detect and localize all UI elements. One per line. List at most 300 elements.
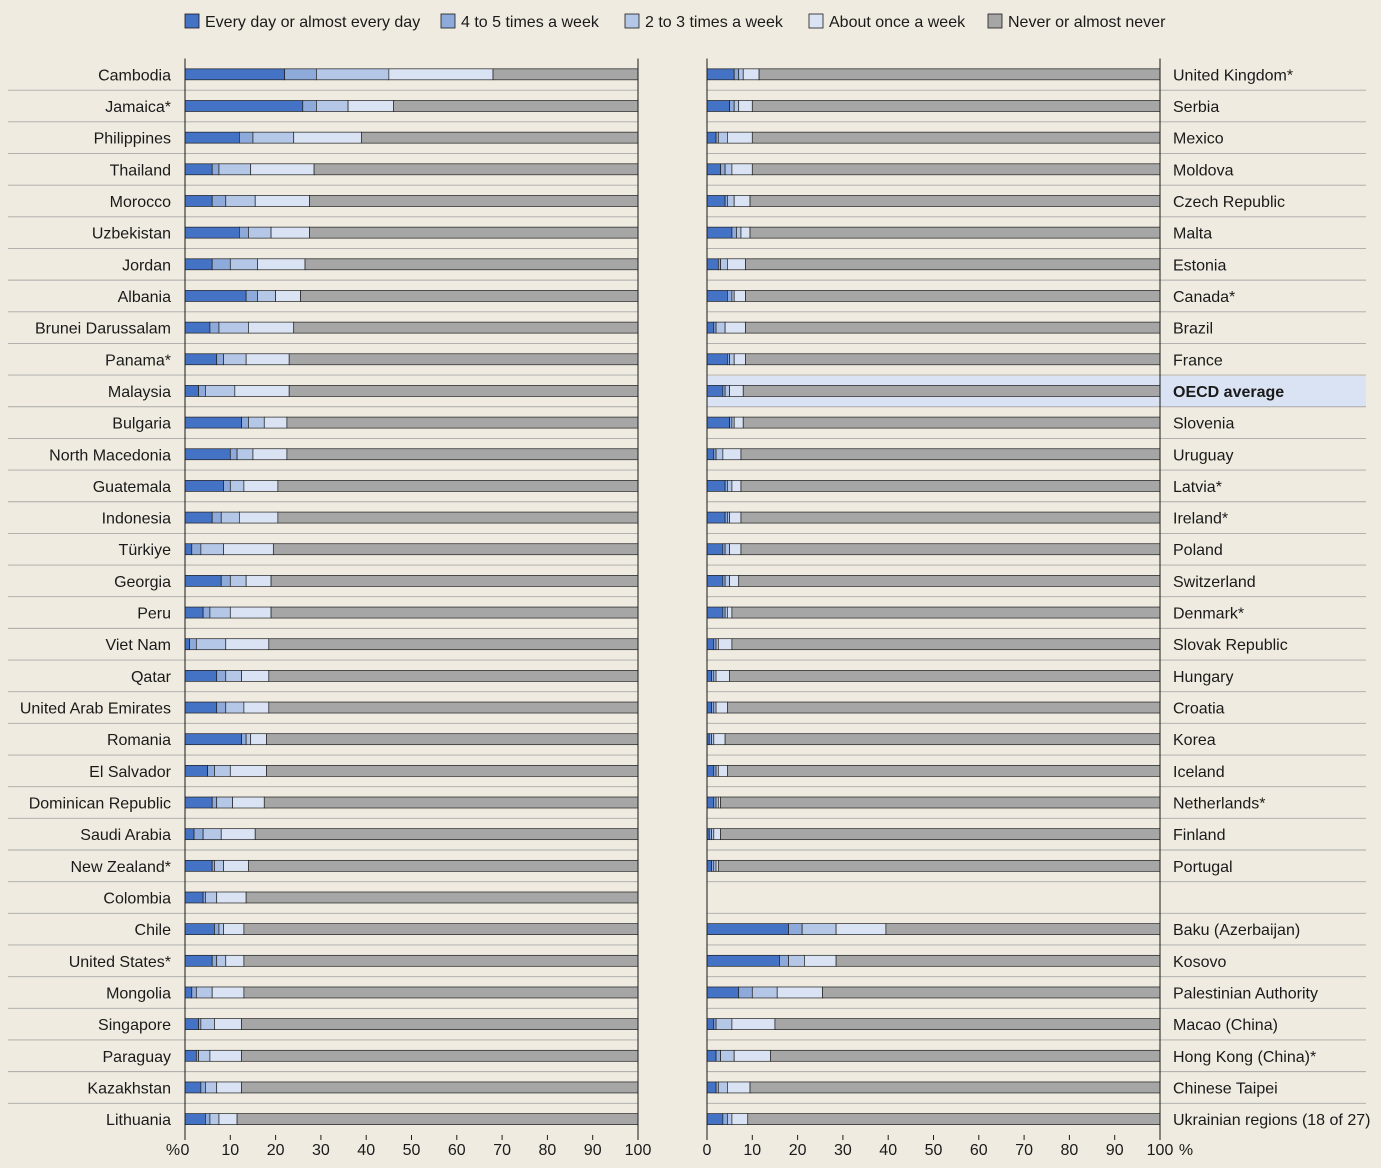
bar-segment xyxy=(707,322,714,333)
bar-segment xyxy=(192,544,201,555)
x-tick-label: 50 xyxy=(924,1141,943,1159)
bar-segment xyxy=(255,829,638,840)
bar-segment xyxy=(707,290,727,301)
bar-segment xyxy=(185,132,239,143)
bar-segment xyxy=(802,924,836,935)
bar-segment xyxy=(201,544,224,555)
bar-segment xyxy=(199,1050,210,1061)
bar-segment xyxy=(224,480,231,491)
legend-swatch xyxy=(441,14,455,28)
bar-segment xyxy=(727,1114,732,1125)
bar-segment xyxy=(727,290,732,301)
bar-segment xyxy=(185,702,217,713)
bar-segment xyxy=(185,385,199,396)
bar-segment xyxy=(248,322,293,333)
bar-segment xyxy=(707,195,725,206)
bar-segment xyxy=(718,132,727,143)
bar-segment xyxy=(727,195,734,206)
bar-segment xyxy=(271,607,638,618)
bar-segment xyxy=(203,607,210,618)
bar-segment xyxy=(716,670,730,681)
bar-segment xyxy=(739,987,753,998)
bar-segment xyxy=(721,829,1160,840)
bar-segment xyxy=(185,164,212,175)
bar-segment xyxy=(221,575,230,586)
legend-label: About once a week xyxy=(829,14,966,31)
bar-segment xyxy=(721,1050,735,1061)
bar-segment xyxy=(185,829,194,840)
bar-segment xyxy=(251,164,314,175)
bar-segment xyxy=(244,924,638,935)
bar-segment xyxy=(707,1019,714,1030)
bar-segment xyxy=(310,227,638,238)
row-label: Singapore xyxy=(98,1017,171,1035)
bar-segment xyxy=(185,734,242,745)
bar-segment xyxy=(725,575,730,586)
row-label: Guatemala xyxy=(92,478,171,496)
x-tick-label: 20 xyxy=(788,1141,807,1159)
bar-segment xyxy=(267,734,638,745)
row-label: Türkiye xyxy=(118,542,171,560)
row-label: Malta xyxy=(1173,225,1213,243)
row-label: Indonesia xyxy=(101,510,171,528)
bar-segment xyxy=(707,797,714,808)
bar-segment xyxy=(746,322,1160,333)
row-label: Morocco xyxy=(109,193,171,211)
bar-segment xyxy=(732,164,752,175)
row-label: Moldova xyxy=(1173,162,1234,180)
row-label: Bulgaria xyxy=(112,415,171,433)
bar-segment xyxy=(707,544,723,555)
bar-segment xyxy=(716,1050,721,1061)
bar-segment xyxy=(217,354,224,365)
bar-segment xyxy=(707,227,732,238)
row-label: Denmark* xyxy=(1173,605,1245,623)
bar-segment xyxy=(201,1019,215,1030)
bar-segment xyxy=(789,924,803,935)
bar-segment xyxy=(752,987,777,998)
bar-segment xyxy=(210,1050,242,1061)
row-label: Philippines xyxy=(93,130,171,148)
row-label: Poland xyxy=(1173,542,1223,560)
bar-segment xyxy=(707,164,721,175)
bar-segment xyxy=(743,69,759,80)
bar-segment xyxy=(185,1019,199,1030)
x-tick-label: 40 xyxy=(357,1141,376,1159)
row-label: Romania xyxy=(106,732,171,750)
bar-segment xyxy=(212,195,226,206)
x-tick-label: 50 xyxy=(402,1141,421,1159)
bar-segment xyxy=(276,290,301,301)
bar-segment xyxy=(210,322,219,333)
x-tick-label: 80 xyxy=(1060,1141,1079,1159)
bar-segment xyxy=(836,924,886,935)
bar-segment xyxy=(707,449,714,460)
bar-segment xyxy=(185,575,221,586)
bar-segment xyxy=(269,639,638,650)
bar-segment xyxy=(248,860,638,871)
row-label: Dominican Republic xyxy=(28,795,171,813)
bar-segment xyxy=(285,69,317,80)
bar-segment xyxy=(185,860,212,871)
row-label: Chile xyxy=(134,922,171,940)
bar-segment xyxy=(725,322,745,333)
x-tick-label: 10 xyxy=(743,1141,762,1159)
x-tick-label: 60 xyxy=(969,1141,988,1159)
row-label: Hungary xyxy=(1173,668,1234,686)
bar-segment xyxy=(707,924,789,935)
bar-segment xyxy=(759,69,1160,80)
bar-segment xyxy=(730,670,1160,681)
bar-segment xyxy=(707,354,727,365)
bar-segment xyxy=(707,987,739,998)
bar-segment xyxy=(221,829,255,840)
bar-segment xyxy=(226,670,242,681)
bar-segment xyxy=(246,354,289,365)
bar-segment xyxy=(734,100,739,111)
bar-segment xyxy=(185,480,224,491)
bar-segment xyxy=(244,702,269,713)
bar-segment xyxy=(226,195,255,206)
bar-segment xyxy=(212,987,244,998)
bar-segment xyxy=(196,639,225,650)
bar-segment xyxy=(264,417,287,428)
bar-segment xyxy=(217,892,246,903)
bar-segment xyxy=(185,417,242,428)
bar-segment xyxy=(727,132,752,143)
bar-segment xyxy=(707,259,718,270)
row-label: Croatia xyxy=(1173,700,1225,718)
bar-segment xyxy=(239,227,248,238)
row-label: North Macedonia xyxy=(49,447,171,465)
bar-segment xyxy=(214,765,230,776)
bar-segment xyxy=(730,100,735,111)
bar-segment xyxy=(185,290,246,301)
bar-segment xyxy=(212,259,230,270)
bar-segment xyxy=(278,512,638,523)
row-label: Malaysia xyxy=(107,383,171,401)
bar-segment xyxy=(205,1114,210,1125)
row-label: Switzerland xyxy=(1173,573,1256,591)
bar-segment xyxy=(362,132,638,143)
bar-segment xyxy=(239,512,278,523)
bar-segment xyxy=(746,259,1160,270)
bar-segment xyxy=(185,924,214,935)
bar-segment xyxy=(752,100,1160,111)
bar-segment xyxy=(205,385,234,396)
row-label: Viet Nam xyxy=(105,637,171,655)
bar-segment xyxy=(750,195,1160,206)
bar-segment xyxy=(707,575,723,586)
bar-segment xyxy=(716,322,725,333)
bar-segment xyxy=(287,417,638,428)
bar-segment xyxy=(746,290,1160,301)
bar-segment xyxy=(707,417,730,428)
x-tick-label: 70 xyxy=(1015,1141,1033,1159)
bar-segment xyxy=(217,670,226,681)
bar-segment xyxy=(248,227,271,238)
legend xyxy=(185,14,1166,31)
bar-segment xyxy=(305,259,638,270)
bar-segment xyxy=(246,290,257,301)
row-label: Ireland* xyxy=(1173,510,1229,528)
bar-segment xyxy=(716,449,723,460)
row-label: Slovak Republic xyxy=(1173,637,1288,655)
row-label: Netherlands* xyxy=(1173,795,1266,813)
bar-segment xyxy=(185,1050,196,1061)
x-tick-label: 100 xyxy=(1146,1141,1174,1159)
row-label: Korea xyxy=(1173,732,1216,750)
bar-segment xyxy=(718,765,727,776)
bar-segment xyxy=(707,480,725,491)
bar-segment xyxy=(707,860,712,871)
bar-segment xyxy=(779,955,788,966)
row-label: Uzbekistan xyxy=(91,225,171,243)
bar-segment xyxy=(224,354,247,365)
bar-segment xyxy=(219,322,248,333)
bar-segment xyxy=(242,1082,638,1093)
bar-segment xyxy=(271,575,638,586)
bar-segment xyxy=(203,829,221,840)
bar-segment xyxy=(273,544,638,555)
bar-segment xyxy=(185,512,212,523)
bar-segment xyxy=(244,480,278,491)
row-label: Kazakhstan xyxy=(87,1080,171,1098)
bar-segment xyxy=(242,734,247,745)
bar-segment xyxy=(741,227,750,238)
bar-segment xyxy=(214,1019,241,1030)
bar-segment xyxy=(217,702,226,713)
bar-segment xyxy=(264,797,638,808)
bar-segment xyxy=(246,892,638,903)
bar-segment xyxy=(718,1082,727,1093)
bar-segment xyxy=(242,417,249,428)
x-tick-label: 60 xyxy=(447,1141,466,1159)
legend-swatch xyxy=(988,14,1002,28)
legend-label: Every day or almost every day xyxy=(205,14,421,31)
bar-segment xyxy=(707,670,712,681)
bar-segment xyxy=(185,639,190,650)
bar-segment xyxy=(226,955,244,966)
bar-segment xyxy=(214,860,223,871)
bar-segment xyxy=(185,670,217,681)
bar-segment xyxy=(185,987,192,998)
bar-segment xyxy=(748,1114,1160,1125)
row-label: Iceland xyxy=(1173,763,1225,781)
legend-swatch xyxy=(625,14,639,28)
bar-segment xyxy=(219,1114,237,1125)
bar-segment xyxy=(730,512,741,523)
bar-segment xyxy=(185,1082,201,1093)
bar-segment xyxy=(707,100,730,111)
x-unit-label: % xyxy=(1178,1141,1194,1159)
bar-segment xyxy=(739,100,753,111)
row-label: Brazil xyxy=(1173,320,1214,338)
bar-segment xyxy=(770,1050,1160,1061)
row-label: Colombia xyxy=(103,890,171,908)
row-label: Kosovo xyxy=(1173,953,1227,971)
bar-segment xyxy=(185,955,212,966)
bar-segment xyxy=(493,69,638,80)
bar-segment xyxy=(230,480,244,491)
bar-segment xyxy=(732,227,737,238)
bar-segment xyxy=(723,449,741,460)
row-label: Serbia xyxy=(1173,98,1220,116)
x-tick-label: 80 xyxy=(538,1141,557,1159)
row-label: United Kingdom* xyxy=(1173,67,1294,85)
bar-segment xyxy=(736,227,741,238)
bar-segment xyxy=(714,734,725,745)
bar-segment xyxy=(775,1019,1160,1030)
bar-segment xyxy=(224,924,244,935)
bar-segment xyxy=(239,132,253,143)
bar-segment xyxy=(226,702,244,713)
bar-segment xyxy=(777,987,822,998)
bar-segment xyxy=(289,385,638,396)
bar-segment xyxy=(723,1114,728,1125)
bar-segment xyxy=(716,1019,732,1030)
bar-segment xyxy=(185,69,285,80)
bar-segment xyxy=(237,449,253,460)
x-tick-label: 0 xyxy=(180,1141,190,1159)
row-label: Portugal xyxy=(1173,858,1233,876)
bar-segment xyxy=(230,449,237,460)
bar-segment xyxy=(836,955,1160,966)
bar-segment xyxy=(730,544,741,555)
bar-segment xyxy=(212,797,217,808)
bar-segment xyxy=(185,449,230,460)
bar-segment xyxy=(185,765,208,776)
bar-segment xyxy=(242,1050,638,1061)
bar-segment xyxy=(219,924,224,935)
legend-swatch xyxy=(185,14,199,28)
bar-segment xyxy=(734,417,743,428)
bar-segment xyxy=(226,639,269,650)
left-panel xyxy=(8,59,651,1159)
bar-segment xyxy=(886,924,1160,935)
row-label: Latvia* xyxy=(1173,478,1222,496)
bar-segment xyxy=(734,69,739,80)
bar-segment xyxy=(727,765,1160,776)
bar-segment xyxy=(217,1082,242,1093)
bar-segment xyxy=(727,1082,750,1093)
row-label: Cambodia xyxy=(98,67,171,85)
bar-segment xyxy=(725,385,730,396)
bar-segment xyxy=(205,1082,216,1093)
row-label: Peru xyxy=(137,605,171,623)
bar-segment xyxy=(741,512,1160,523)
bar-segment xyxy=(734,195,750,206)
bar-segment xyxy=(194,829,203,840)
bar-segment xyxy=(185,607,203,618)
x-tick-label: 30 xyxy=(834,1141,852,1159)
row-label: Thailand xyxy=(109,162,171,180)
bar-segment xyxy=(707,69,734,80)
bar-segment xyxy=(707,765,714,776)
bar-segment xyxy=(269,670,638,681)
bar-segment xyxy=(255,195,309,206)
bar-segment xyxy=(257,259,305,270)
bar-segment xyxy=(739,69,744,80)
bar-segment xyxy=(199,385,206,396)
bar-segment xyxy=(750,227,1160,238)
bar-segment xyxy=(316,69,388,80)
bar-segment xyxy=(217,797,233,808)
bar-segment xyxy=(730,385,744,396)
bar-segment xyxy=(714,829,721,840)
bar-segment xyxy=(732,1114,748,1125)
bar-segment xyxy=(707,702,712,713)
row-label: Estonia xyxy=(1173,257,1227,275)
bar-segment xyxy=(734,290,745,301)
row-label: Brunei Darussalam xyxy=(34,320,171,338)
bar-segment xyxy=(393,100,638,111)
bar-segment xyxy=(707,639,714,650)
row-label: Chinese Taipei xyxy=(1173,1080,1278,1098)
bar-segment xyxy=(823,987,1160,998)
bar-segment xyxy=(190,639,197,650)
bar-segment xyxy=(212,955,217,966)
bar-segment xyxy=(257,290,275,301)
bar-segment xyxy=(732,607,1160,618)
bar-segment xyxy=(741,544,1160,555)
bar-segment xyxy=(752,132,1160,143)
row-label: Mongolia xyxy=(106,985,171,1003)
bar-segment xyxy=(707,1050,716,1061)
bar-segment xyxy=(219,164,251,175)
x-tick-label: 70 xyxy=(493,1141,511,1159)
bar-segment xyxy=(246,734,251,745)
x-tick-label: 0 xyxy=(702,1141,712,1159)
bar-segment xyxy=(185,797,212,808)
bar-segment xyxy=(212,512,221,523)
row-label: United States* xyxy=(68,953,171,971)
bar-segment xyxy=(718,639,732,650)
bar-segment xyxy=(192,987,197,998)
bar-segment xyxy=(251,734,267,745)
bar-segment xyxy=(224,544,274,555)
bar-segment xyxy=(221,512,239,523)
bar-segment xyxy=(743,385,1160,396)
bar-segment xyxy=(287,449,638,460)
row-label: New Zealand* xyxy=(70,858,171,876)
right-panel xyxy=(703,59,1371,1159)
bar-segment xyxy=(727,259,745,270)
bar-segment xyxy=(732,1019,775,1030)
bar-segment xyxy=(725,164,732,175)
x-tick-label: 90 xyxy=(583,1141,602,1159)
legend-label: 2 to 3 times a week xyxy=(645,14,783,31)
bar-segment xyxy=(743,417,1160,428)
bar-segment xyxy=(244,987,638,998)
bar-segment xyxy=(746,354,1160,365)
bar-segment xyxy=(230,259,257,270)
bar-segment xyxy=(185,354,217,365)
bar-segment xyxy=(289,354,638,365)
bar-segment xyxy=(185,259,212,270)
row-label: Lithuania xyxy=(106,1112,171,1130)
bar-segment xyxy=(316,100,348,111)
bar-segment xyxy=(741,449,1160,460)
row-label: El Salvador xyxy=(89,763,171,781)
bar-segment xyxy=(278,480,638,491)
x-unit-label: % xyxy=(165,1141,181,1159)
bar-segment xyxy=(244,955,638,966)
bar-segment xyxy=(739,575,1160,586)
bar-segment xyxy=(707,955,779,966)
bar-segment xyxy=(242,670,269,681)
row-label: Hong Kong (China)* xyxy=(1173,1048,1317,1066)
